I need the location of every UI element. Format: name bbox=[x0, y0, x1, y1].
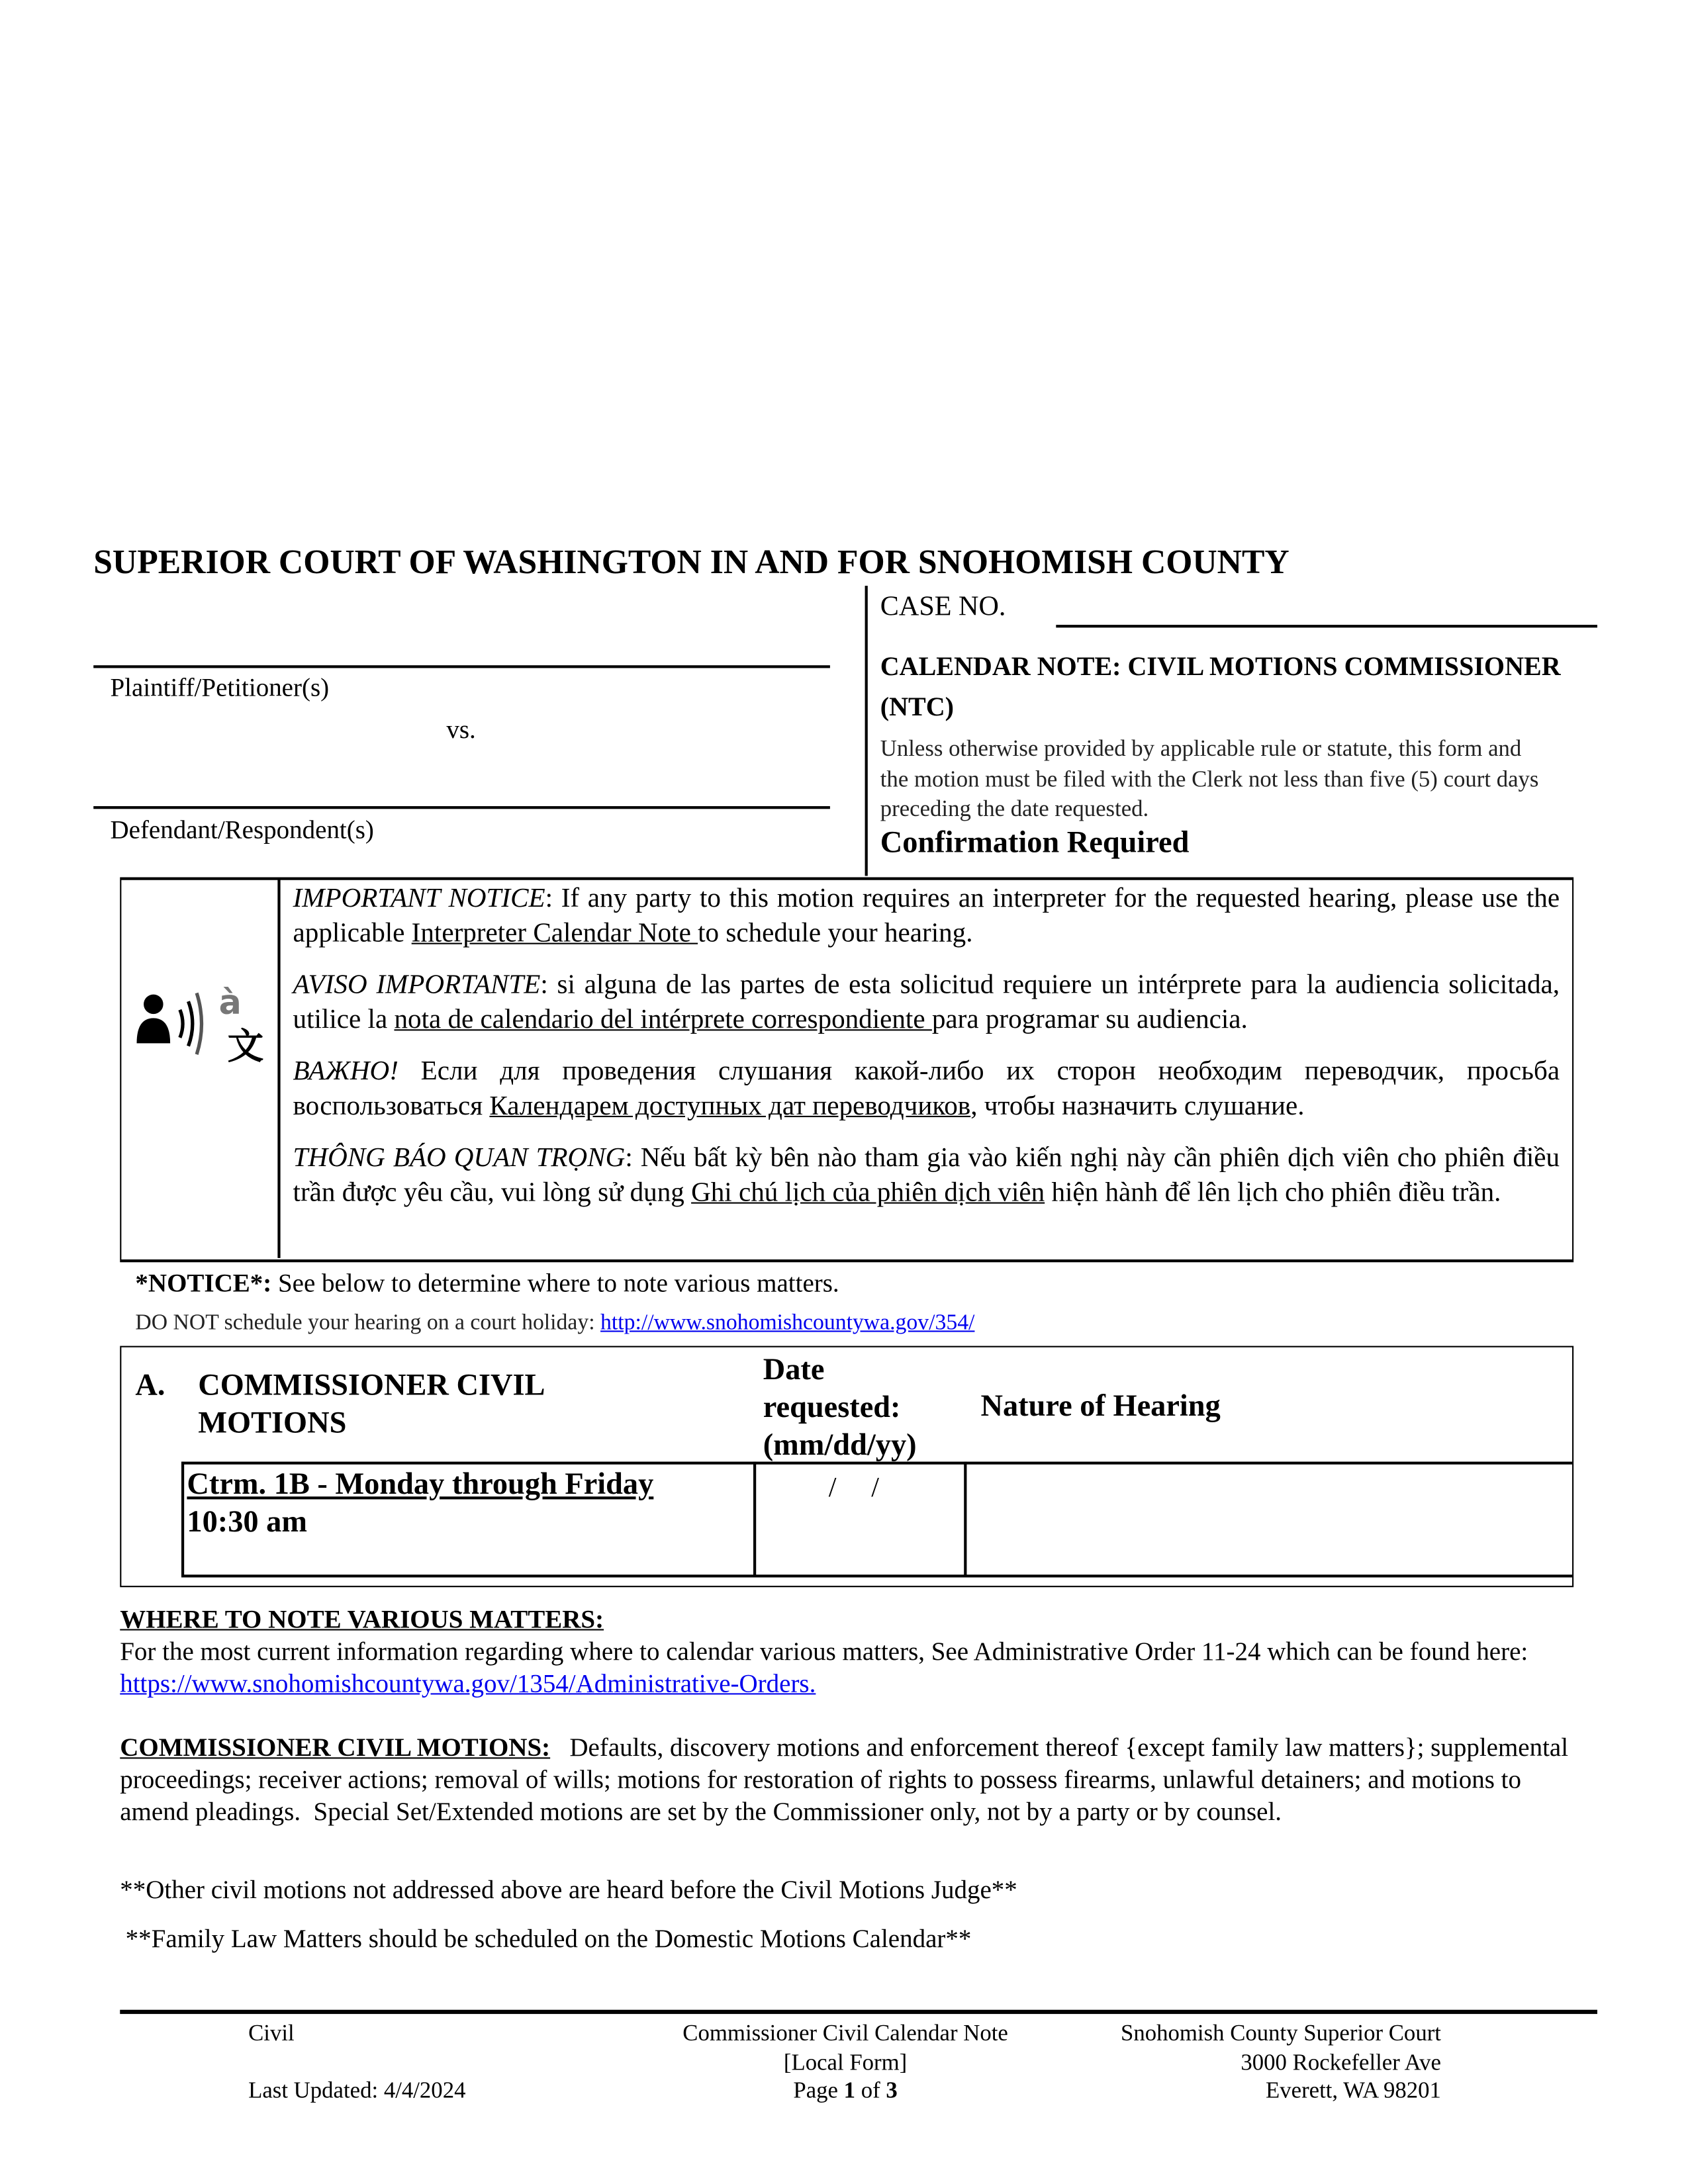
where-to-note: WHERE TO NOTE VARIOUS MATTERS: For the most current information regarding where to calendar various matters, See Administrative Order 11-24 which can be found here: https://www.snohomishcountywa.gov/1354/Administrative-Orders. bbox=[120, 1606, 1528, 1699]
holiday-link[interactable]: http://www.snohomishcountywa.gov/354/ bbox=[600, 1310, 975, 1335]
col-date bbox=[753, 1462, 755, 1576]
footer-form-info: Commissioner Civil Calendar Note [Local Form] Page 1 of 3 bbox=[682, 2019, 1008, 2103]
plaintiff-line[interactable] bbox=[93, 665, 830, 667]
admin-orders-link[interactable]: https://www.snohomishcountywa.gov/1354/Administrative-Orders. bbox=[120, 1670, 816, 1699]
spanish-calendar-note-link[interactable]: nota de calendario del intérprete correspondiente bbox=[394, 1005, 932, 1035]
case-no-label: CASE NO. bbox=[880, 591, 1006, 622]
commissioner-civil-motions: COMMISSIONER CIVIL MOTIONS: Defaults, discovery motions and enforcement thereof {except family law matters}; supplemental proceedings; receiver actions; removal of wills; motions for restoration of rights to possess firearms, unlawful detainers; and motions to amend pleadings. Special Set/Extended motions are set by the Commissioner only, not by a party or by counsel. bbox=[120, 1735, 1575, 1827]
footer-court-address: Snohomish County Superior Court 3000 Rockefeller Ave Everett, WA 98201 bbox=[1120, 2019, 1441, 2103]
notice-russian: ВАЖНО! Если для проведения слушания какой-либо их сторон необходим переводчик, просьба воспользоваться Календарем доступных дат переводчиков, чтобы назначить слушание. bbox=[293, 1057, 1560, 1122]
defendant-line[interactable] bbox=[93, 806, 830, 808]
filing-rule: Unless otherwise provided by applicable rule or statute, this form and the motion must be filed with the Clerk not less than five (5) court days preceding the date requested. bbox=[880, 735, 1539, 822]
section-a-title-1: COMMISSIONER CIVIL bbox=[198, 1367, 545, 1402]
form-code: (NTC) bbox=[880, 693, 955, 723]
section-a-title-2: MOTIONS bbox=[198, 1404, 347, 1439]
notice-box-divider bbox=[277, 879, 279, 1258]
vietnamese-calendar-link[interactable]: Ghi chú lịch của phiên dịch viên bbox=[691, 1178, 1045, 1208]
case-no-field[interactable] bbox=[1056, 625, 1597, 627]
row-bottom bbox=[181, 1574, 1572, 1576]
row-divider bbox=[181, 1462, 1572, 1464]
interpreter-language-icon bbox=[132, 971, 265, 1069]
notice-english: IMPORTANT NOTICE: If any party to this motion requires an interpreter for the requested hearing, please use the applicable Interpreter Calendar Note to schedule your hearing. bbox=[293, 884, 1560, 949]
defendant-label: Defendant/Respondent(s) bbox=[110, 817, 374, 846]
court-title: SUPERIOR COURT OF WASHINGTON IN AND FOR SNOHOMISH COUNTY bbox=[93, 543, 1289, 582]
date-header: Date requested: (mm/dd/yy) bbox=[763, 1351, 917, 1462]
notice-line: *NOTICE*: See below to determine where to note various matters. bbox=[135, 1270, 839, 1298]
hearing-time: 10:30 am bbox=[187, 1503, 307, 1539]
plaintiff-label: Plaintiff/Petitioner(s) bbox=[110, 674, 330, 704]
footer-rule bbox=[120, 2010, 1597, 2014]
date-requested-field[interactable]: / / bbox=[828, 1473, 879, 1504]
russian-calendar-link[interactable]: Календарем доступных дат переводчиков bbox=[489, 1092, 971, 1122]
notice-vietnamese: THÔNG BÁO QUAN TRỌNG: Nếu bất kỳ bên nào tham gia vào kiến nghị này cần phiên dịch viên cho phiên điều trần được yêu cầu, vui lòng sử dụng Ghi chú lịch của phiên dịch viên hiện hành để lên lịch cho phiên điều trần. bbox=[293, 1144, 1560, 1208]
col-nature bbox=[964, 1462, 966, 1576]
nature-header: Nature of Hearing bbox=[980, 1387, 1221, 1423]
family-law-note: **Family Law Matters should be scheduled on the Domestic Motions Calendar** bbox=[125, 1926, 972, 1954]
section-a-letter: A. bbox=[135, 1367, 165, 1402]
svg-text:à: à bbox=[218, 983, 242, 1023]
other-motions-note: **Other civil motions not addressed above are heard before the Civil Motions Judge** bbox=[120, 1877, 1017, 1905]
confirmation-required: Confirmation Required bbox=[880, 824, 1190, 860]
vs-label: vs. bbox=[446, 717, 476, 745]
holiday-line: DO NOT schedule your hearing on a court holiday: http://www.snohomishcountywa.gov/354/ bbox=[135, 1310, 975, 1335]
courtroom-schedule[interactable]: Ctrm. 1B - Monday through Friday bbox=[187, 1465, 654, 1501]
interpreter-calendar-note-link[interactable]: Interpreter Calendar Note bbox=[411, 919, 698, 949]
footer-category: Civil bbox=[248, 2019, 295, 2046]
nature-of-hearing-field[interactable] bbox=[968, 1465, 1568, 1573]
caption-divider bbox=[865, 586, 867, 876]
svg-text:文: 文 bbox=[227, 1024, 264, 1068]
notice-spanish: AVISO IMPORTANTE: si alguna de las partes de esta solicitud requiere un intérprete para la audiencia solicitada, utilice la nota de calendario del intérprete correspondiente para programar su audiencia. bbox=[293, 970, 1560, 1035]
col-left bbox=[181, 1462, 183, 1576]
form-title: CALENDAR NOTE: CIVIL MOTIONS COMMISSIONER bbox=[880, 653, 1561, 682]
footer-last-updated: Last Updated: 4/4/2024 bbox=[248, 2076, 466, 2103]
